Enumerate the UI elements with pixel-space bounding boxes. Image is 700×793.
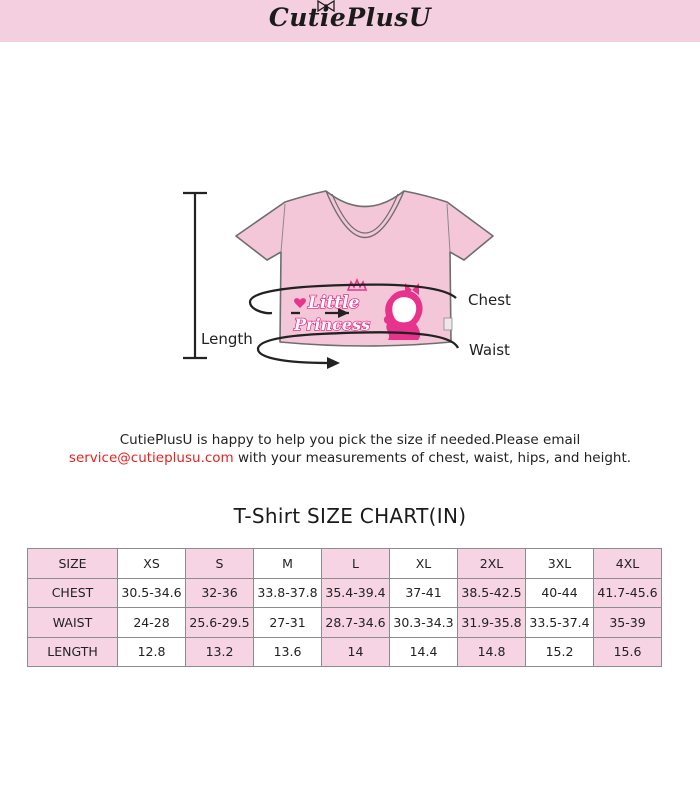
help-note-line2-text: with your measurements of chest, waist, hips, and height.: [233, 450, 632, 466]
table-cell: 31.9-35.8: [458, 608, 526, 638]
table-cell: 38.5-42.5: [458, 578, 526, 608]
table-cell: 4XL: [594, 549, 662, 579]
chest-row: [28, 578, 662, 608]
table-cell: 30.3-34.3: [390, 608, 458, 638]
waist-row: [28, 608, 662, 638]
chest-label: Chest: [468, 291, 511, 309]
shirt-illustration: [0, 180, 700, 380]
table-cell: 15.2: [526, 637, 594, 667]
row-header: LENGTH: [28, 637, 118, 667]
table-cell: 41.7-45.6: [594, 578, 662, 608]
help-note: [0, 431, 700, 467]
size-chart-table: [27, 548, 662, 667]
length-row: [28, 637, 662, 667]
table-cell: 2XL: [458, 549, 526, 579]
measurement-diagram: [0, 180, 700, 380]
table-cell: 13.2: [186, 637, 254, 667]
table-cell: 25.6-29.5: [186, 608, 254, 638]
table-cell: 3XL: [526, 549, 594, 579]
row-header: WAIST: [28, 608, 118, 638]
print-line2: Princess: [294, 315, 371, 334]
table-cell: XS: [118, 549, 186, 579]
table-cell: S: [186, 549, 254, 579]
row-header: SIZE: [28, 549, 118, 579]
table-cell: 13.6: [254, 637, 322, 667]
table-cell: 15.6: [594, 637, 662, 667]
table-cell: 12.8: [118, 637, 186, 667]
table-cell: 14.8: [458, 637, 526, 667]
help-note-line1: CutiePlusU is happy to help you pick the size if needed.Please email: [119, 432, 581, 448]
support-email-link[interactable]: service@cutieplusu.com: [68, 450, 234, 466]
table-cell: L: [322, 549, 390, 579]
table-cell: 28.7-34.6: [322, 608, 390, 638]
size-row: [28, 549, 662, 579]
size-chart-title: T-Shirt SIZE CHART(IN): [233, 504, 467, 528]
table-cell: 37-41: [390, 578, 458, 608]
table-cell: 27-31: [254, 608, 322, 638]
table-cell: 24-28: [118, 608, 186, 638]
row-header: CHEST: [28, 578, 118, 608]
brand-logo[interactable]: CutiePlusU: [268, 3, 432, 32]
table-cell: 32-36: [186, 578, 254, 608]
table-cell: 33.5-37.4: [526, 608, 594, 638]
table-cell: 35-39: [594, 608, 662, 638]
print-line1: Little: [308, 293, 360, 313]
table-cell: 14.4: [390, 637, 458, 667]
help-note-line2: [0, 449, 700, 467]
table-cell: 14: [322, 637, 390, 667]
table-cell: 33.8-37.8: [254, 578, 322, 608]
table-cell: XL: [390, 549, 458, 579]
length-label: Length: [201, 330, 253, 348]
table-cell: M: [254, 549, 322, 579]
table-cell: 35.4-39.4: [322, 578, 390, 608]
table-cell: 40-44: [526, 578, 594, 608]
table-cell: 30.5-34.6: [118, 578, 186, 608]
waist-label: Waist: [469, 341, 510, 359]
